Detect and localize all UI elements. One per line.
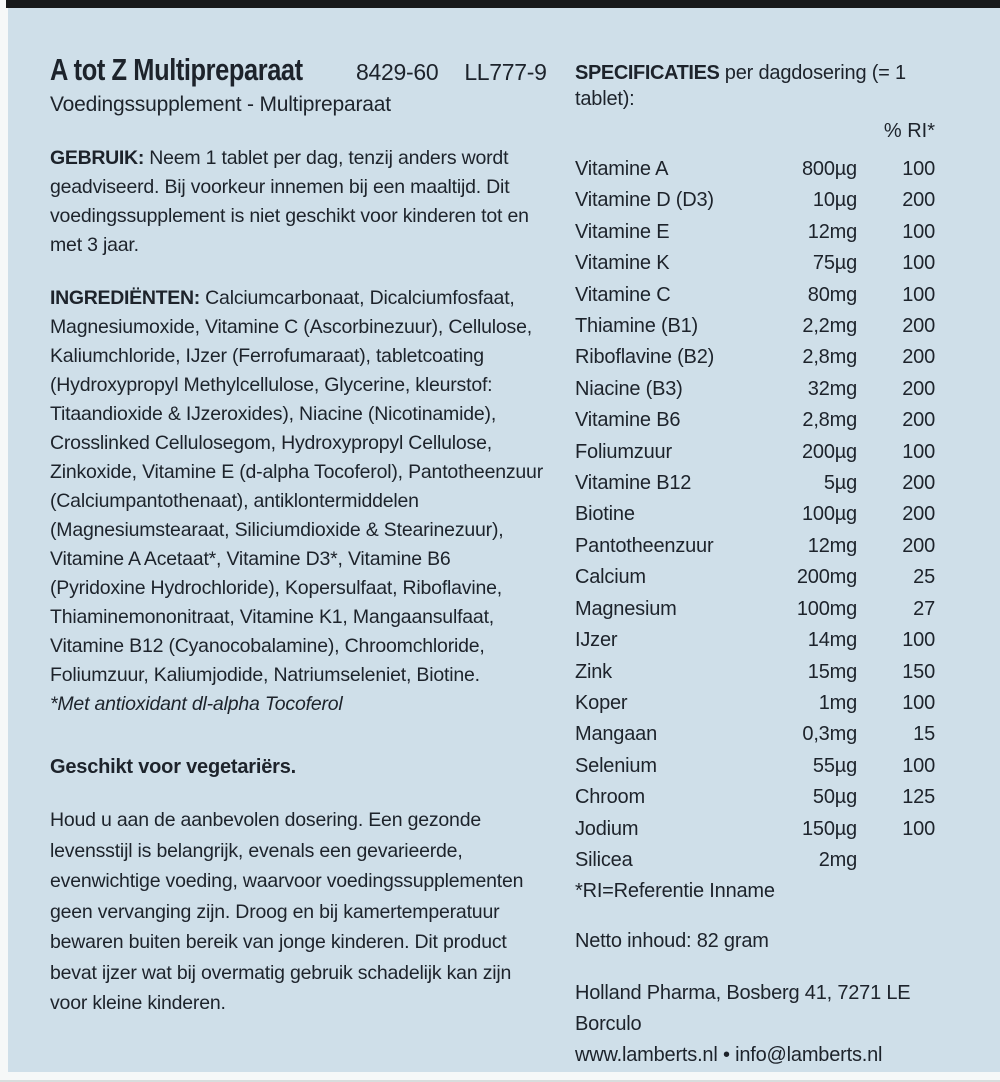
nutrient-ri: 27 bbox=[913, 597, 935, 620]
specs-heading bbox=[575, 60, 935, 112]
nutrient-name: Silicea bbox=[575, 848, 633, 871]
website-email: www.lamberts.nl • info@lamberts.nl bbox=[575, 1044, 883, 1067]
usage-paragraph bbox=[50, 144, 550, 260]
spec-row bbox=[575, 280, 935, 311]
nutrient-name: Koper bbox=[575, 691, 628, 714]
nutrient-amount: 32mg bbox=[807, 377, 857, 400]
nutrient-ri: 200 bbox=[902, 189, 935, 212]
nutrient-ri: 100 bbox=[902, 817, 935, 840]
nutrient-name: Mangaan bbox=[575, 723, 657, 746]
nutrient-ri: 25 bbox=[913, 566, 935, 589]
nutrient-name: Selenium bbox=[575, 754, 657, 777]
ingredients-label: INGREDIËNTEN: bbox=[50, 287, 200, 309]
nutrient-name: Calcium bbox=[575, 566, 646, 589]
nutrient-amount: 0,3mg bbox=[802, 723, 857, 746]
spec-row bbox=[575, 719, 935, 750]
nutrient-ri: 200 bbox=[902, 377, 935, 400]
nutrient-ri: 150 bbox=[902, 660, 935, 683]
nutrient-name: Jodium bbox=[575, 817, 639, 840]
nutrient-amount: 200mg bbox=[796, 566, 857, 589]
nutrient-name: Vitamine A bbox=[575, 158, 669, 180]
nutrient-amount: 10µg bbox=[812, 189, 857, 212]
nutrient-amount: 14mg bbox=[807, 629, 857, 652]
specs-heading-rest: per dagdosering (= 1 tablet): bbox=[575, 62, 906, 110]
nutrient-amount: 15mg bbox=[807, 660, 857, 683]
lot-code: LL777-9 bbox=[464, 59, 547, 85]
nutrient-ri: 200 bbox=[902, 315, 935, 338]
ri-footnote: *RI=Referentie Inname bbox=[575, 880, 775, 903]
spec-row bbox=[575, 562, 935, 593]
spec-row bbox=[575, 405, 935, 436]
nutrient-amount: 800µg bbox=[801, 158, 857, 180]
manufacturer-block bbox=[575, 978, 935, 1071]
nutrient-name: Foliumzuur bbox=[575, 440, 672, 463]
ingredients-text: Calciumcarbonaat, Dicalciumfosfaat, Magnesiumoxide, Vitamine C (Ascorbinezuur), Cellulose, Kaliumchloride, IJzer (Ferrofumaraat), tabletcoating (Hydroxypropyl Methylcellulose, Glycerine, kleurstof: Titaandioxide & IJzeroxides), Niacine (Nicotinamide), Crosslinked Cellulosegom, Hydroxypropyl Cellulose, Zinkoxide, Vitamine E (d-alpha Tocoferol), Pantotheenzuur (Calciumpantothenaat), antiklontermiddelen (Magnesiumstearaat, Siliciumdioxide & Stearinezuur), Vitamine A Acetaat*, Vitamine D3*, Vitamine B6 (Pyridoxine Hydrochloride), Kopersulfaat, Riboflavine, Thiaminemononitraat, Vitamine K1, Mangaansulfaat, Vitamine B12 (Cyanocobalamine), Chroomchloride, Foliumzuur, Kaliumjodide, Natriumseleniet, Biotine. bbox=[50, 287, 544, 686]
nutrient-ri: 100 bbox=[902, 158, 935, 180]
spec-row bbox=[575, 594, 935, 625]
ri-column-header: % RI* bbox=[883, 120, 935, 142]
left-column bbox=[50, 52, 550, 1019]
spec-row bbox=[575, 845, 935, 876]
spec-row bbox=[575, 468, 935, 499]
specs-table bbox=[575, 154, 935, 876]
manufacturer-address: Holland Pharma, Bosberg 41, 7271 LE Borculo bbox=[575, 982, 911, 1036]
nutrient-amount: 2mg bbox=[818, 848, 857, 871]
nutrient-ri: 200 bbox=[902, 346, 935, 369]
nutrient-amount: 12mg bbox=[807, 534, 857, 557]
nutrient-ri bbox=[857, 845, 935, 876]
nutrient-amount: 5µg bbox=[823, 472, 857, 495]
nutrient-ri: 100 bbox=[902, 220, 935, 243]
spec-row bbox=[575, 688, 935, 719]
usage-label: GEBRUIK: bbox=[50, 147, 145, 169]
nutrient-name: Riboflavine (B2) bbox=[575, 346, 715, 369]
spec-row bbox=[575, 751, 935, 782]
nutrient-ri: 15 bbox=[913, 723, 935, 746]
nutrient-name: Vitamine K bbox=[575, 252, 670, 275]
product-code: 8429-60 bbox=[356, 59, 439, 85]
nutrient-amount: 2,8mg bbox=[802, 346, 857, 369]
spec-row bbox=[575, 625, 935, 656]
nutrient-amount: 1mg bbox=[818, 691, 857, 714]
nutrient-ri: 200 bbox=[902, 503, 935, 526]
spec-row bbox=[575, 437, 935, 468]
nutrient-amount: 100mg bbox=[796, 597, 857, 620]
nutrient-amount: 12mg bbox=[807, 220, 857, 243]
nutrient-name: Niacine (B3) bbox=[575, 377, 683, 400]
nutrient-ri: 125 bbox=[902, 786, 935, 809]
spec-row bbox=[575, 248, 935, 279]
nutrient-name: Pantotheenzuur bbox=[575, 534, 714, 557]
product-title: A tot Z Multipreparaat bbox=[50, 52, 303, 87]
nutrient-ri: 100 bbox=[902, 754, 935, 777]
nutrient-ri: 100 bbox=[902, 629, 935, 652]
nutrient-name: Chroom bbox=[575, 786, 645, 809]
nutrient-name: Thiamine (B1) bbox=[575, 315, 698, 338]
nutrient-name: Vitamine B12 bbox=[575, 472, 692, 495]
nutrient-name: Vitamine C bbox=[575, 283, 671, 306]
nutrient-ri: 100 bbox=[902, 283, 935, 306]
spec-row bbox=[575, 185, 935, 216]
product-title-wrap bbox=[50, 52, 342, 88]
ingredients-paragraph bbox=[50, 284, 550, 690]
spec-row bbox=[575, 217, 935, 248]
nutrient-amount: 2,2mg bbox=[802, 315, 857, 338]
nutrient-ri: 100 bbox=[902, 440, 935, 463]
nutrient-name: Zink bbox=[575, 660, 612, 683]
spec-row bbox=[575, 531, 935, 562]
usage-text: Neem 1 tablet per dag, tenzij anders wordt geadviseerd. Bij voorkeur innemen bij een maaltijd. Dit voedingssupplement is niet geschikt voor kinderen tot en met 3 jaar. bbox=[50, 147, 529, 256]
nutrient-ri: 200 bbox=[902, 409, 935, 432]
nutrient-amount: 55µg bbox=[812, 754, 857, 777]
nutrient-name: Biotine bbox=[575, 503, 635, 526]
photo-top-edge bbox=[6, 0, 1000, 8]
title-row bbox=[50, 52, 550, 88]
nutrient-amount: 200µg bbox=[801, 440, 857, 463]
specs-heading-bold: SPECIFICATIES bbox=[575, 62, 720, 84]
nutrient-amount: 80mg bbox=[807, 283, 857, 306]
nutrient-ri: 100 bbox=[902, 691, 935, 714]
nutrient-ri: 200 bbox=[902, 534, 935, 557]
nutrient-name: Magnesium bbox=[575, 597, 677, 620]
product-subtitle: Voedingssupplement - Multipreparaat bbox=[50, 93, 391, 116]
spec-row bbox=[575, 374, 935, 405]
net-content: Netto inhoud: 82 gram bbox=[575, 930, 769, 953]
spec-row bbox=[575, 657, 935, 688]
nutrient-name: Vitamine B6 bbox=[575, 409, 681, 432]
spec-row bbox=[575, 342, 935, 373]
spec-row bbox=[575, 782, 935, 813]
spec-row bbox=[575, 154, 935, 185]
nutrient-name: IJzer bbox=[575, 629, 618, 652]
nutrient-amount: 50µg bbox=[812, 786, 857, 809]
spec-row bbox=[575, 311, 935, 342]
nutrient-amount: 100µg bbox=[801, 503, 857, 526]
dosage-advice-paragraph: Houd u aan de aanbevolen dosering. Een gezonde levensstijl is belangrijk, evenals een gevarieerde, evenwichtige voeding, waarvoor voedingssupplementen geen vervanging zijn. Droog en bij kamertemperatuur bewaren buiten bereik van jonge kinderen. Dit product bevat ijzer wat bij overmatig gebruik schadelijk kan zijn voor kleine kinderen. bbox=[50, 809, 524, 1014]
nutrient-amount: 75µg bbox=[812, 252, 857, 275]
nutrient-amount: 2,8mg bbox=[802, 409, 857, 432]
spec-row bbox=[575, 499, 935, 530]
nutrient-ri: 100 bbox=[902, 252, 935, 275]
specifications-column bbox=[575, 60, 935, 1071]
nutrient-amount: 150µg bbox=[801, 817, 857, 840]
nutrient-ri: 200 bbox=[902, 472, 935, 495]
spec-row bbox=[575, 814, 935, 845]
nutrient-name: Vitamine D (D3) bbox=[575, 189, 714, 212]
nutrient-name: Vitamine E bbox=[575, 220, 670, 243]
vegetarian-heading: Geschikt voor vegetariërs. bbox=[50, 756, 297, 778]
antioxidant-note: *Met antioxidant dl-alpha Tocoferol bbox=[50, 693, 343, 715]
